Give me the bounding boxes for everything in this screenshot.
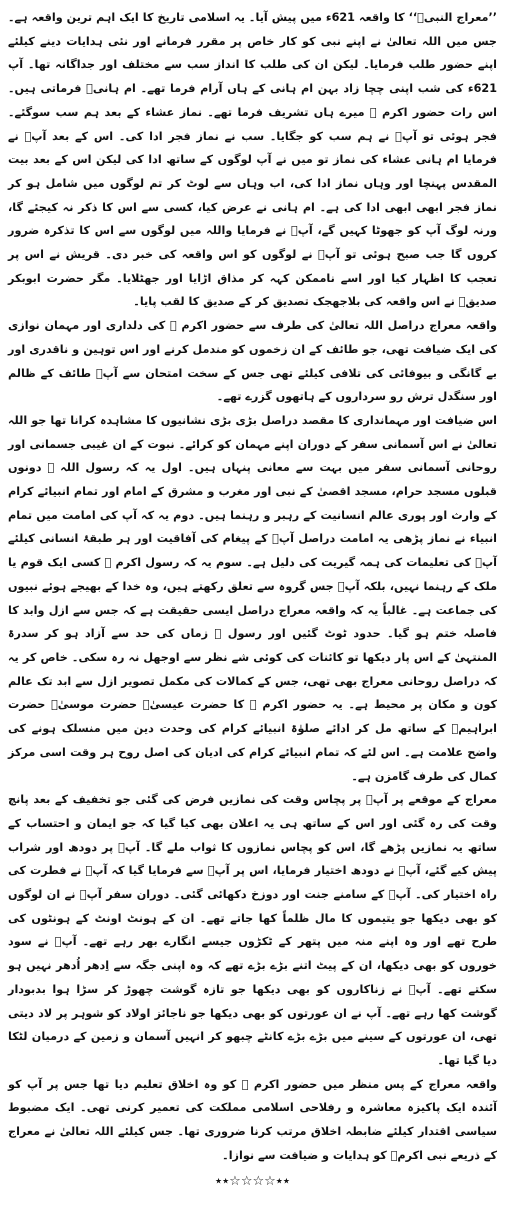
paragraph-3: اس ضیافت اور مہمانداری کا مقصد دراصل بڑی بڑی نشانیوں کا مشاہدہ کرانا تھا جو اللہ تعالیٰ نے اس آسمانی سفر کے دوران اپنے مہمان کو کرائے۔ نبوت کے ان غیبی جسمانی اور روحانی آسمانی سفر میں بہت سے معانی پنہاں ہیں۔ اول یہ کہ رسول اللہ ﷺ دونوں قبلوں مسجد حرام، مسجد اقصیٰ کے نبی اور مغرب و مشرق کے امام اور تمام انبیائے کرام کے وارث اور پوری عالم انسانیت کے رہبر و رہنما ہیں۔ دوم یہ کہ آپ کی امامت میں تمام انبیاء نے نماز پڑھی یہ امامت دراصل آپؐ کے پیغام کی آفاقیت اور ہر طبقۂ انسانی کیلئے آپؐ کی تعلیمات کی ہمہ گیریت کی دلیل ہے۔ سوم یہ کہ رسول اکرم ﷺ کسی ایک قوم یا ملک کے رہنما نہیں، بلکہ آپؐ جس گروہ سے تعلق رکھتے ہیں، وہ خدا کے بھیجے ہوئے نبیوں کی جماعت ہے۔ غالباً یہ کہ واقعہ معراج دراصل ایسی حقیقت ہے کہ جس سے ازل وابد کا فاصلہ ختم ہو گیا۔ حدود ٹوٹ گئیں اور رسول ﷺ زماں کی حد سے آزاد ہو کر سدرۃ المنتہیٰ کے اس پار دیکھا تو کائنات کی کوئی شے نظر سے اوجھل نہ رہ سکی۔ خاص کر یہ کہ دراصل روحانی معراج بھی تھی، جس کے کمالات کی مکمل تصویر ازل سے ابد تک عالم کون و مکان پر محیط ہے۔ یہ حضور اکرم ﷺ کا حضرت عیسیٰؑ حضرت موسیٰؑ حضرت ابراہیمؑ کے ساتھ مل کر ادائے صلوٰۃ انبیائے کرام کی وحدت دین میں منسلک ہونے کی واضح علامت ہے۔ اس لئے کہ تمام انبیائے کرام کی ادیان کی اصل روح ہر وقت اسی مرکز کمال کی طرف گامزن ہے۔: [8, 413, 497, 783]
article-body: [8, 6, 497, 1167]
paragraph-5: واقعہ معراج کے پس منظر میں حضور اکرم ﷺ کو وہ اخلاق تعلیم دیا تھا جس پر آپ کو آئندہ ایک پاکیزہ معاشرہ و رفلاحی اسلامی مملکت کی تعمیر کرنی تھی۔ ایک مضبوط سیاسی اقتدار کیلئے ضابطہ اخلاق مرتب کرنا ضروری تھا۔ جس کیلئے اللہ تعالیٰ نے معراج کے ذریعے نبی اکرمؐ کو ہدایات و ضیافت سے نوازا۔: [8, 1077, 497, 1162]
paragraph-2: واقعہ معراج دراصل اللہ تعالیٰ کی طرف سے حضور اکرم ﷺ کی دلداری اور مہمان نوازی کی ایک ضیافت تھی، جو طائف کے ان زخموں کو مندمل کرنے اور اس توہین و ناقدری اور بے گانگی و بیوفائی کی تلافی کیلئے تھی جس کے سخت امتحان سے آپؐ طائف کے ظالم اور سنگدل ترش رو سرداروں کے ہاتھوں گزرے تھے۔: [8, 319, 497, 404]
end-separator: ٭٭☆☆☆☆٭٭: [215, 1174, 290, 1190]
paragraph-4: معراج کے موقعے پر آپؐ پر پچاس وقت کی نمازیں فرض کی گئی جو تخفیف کے بعد پانچ وقت کی رہ گئی اور اس کے ساتھ ہی یہ اعلان بھی کیا گیا کہ جو ایمان و احتساب کے ساتھ یہ نمازیں پڑھے گا، اس کو پچاس نمازوں کا ثواب ملے گا۔ آپؐ پر دودھ اور شراب پیش کیے گئے، آپؐ نے دودھ اختیار فرمایا، اس پر آپؐ سے فرمایا گیا کہ آپؐ نے فطرت کی راہ اختیار کی۔ آپؐ کے سامنے جنت اور دوزخ دکھائی گئی۔ دوران سفر آپؐ نے ان لوگوں کو بھی دیکھا جو یتیموں کا مال ظلماً کھا جاتے تھے۔ ان کے ہونٹ اونٹ کے ہونٹوں کی طرح تھے اور وہ اپنے منہ میں پتھر کے ٹکڑوں جیسے انگارے بھر رہے تھے۔ آپؐ نے سود خوروں کو بھی دیکھا، ان کے پیٹ اتنے بڑے بڑے تھے کہ وہ اپنی جگہ سے اِدھر اُدھر نہیں ہو سکتے تھے۔ آپؐ نے زناکاروں کو بھی دیکھا جو تازہ گوشت چھوڑ کر سڑا ہوا بدبودار گوشت کھا رہے تھے۔ آپ نے ان عورتوں کو بھی دیکھا جو ناجائز اولاد کو شوہر پر لاد دیتی تھی، ان عورتوں کے سینے میں بڑے بڑے کانٹے چبھو کر انہیں آسمان و زمین کے درمیان لٹکا دیا گیا تھا۔: [8, 793, 497, 1067]
paragraph-1: ’’معراج النبیؐ‘‘ کا واقعہ 621ء میں پیش آیا۔ یہ اسلامی تاریخ کا ایک اہم ترین واقعہ ہے۔ جس میں اللہ تعالیٰ نے اپنے نبی کو کار خاص پر مقرر فرمانے اور نئی ہدایات دینے کیلئے اپنے حضور طلب فرمایا۔ لیکن ان کی طلب کا انداز سب سے مختلف اور جداگانہ تھا۔ آپ 621ء کی شب اپنی چچا زاد بہن ام ہانی کے ہاں آرام فرما تھے۔ ام ہانیؓ فرماتی ہیں۔ اس رات حضور اکرم ﷺ میرے ہاں تشریف فرما تھے۔ نماز عشاء کے بعد ہم سب سوگئے۔ فجر ہوئی تو آپؐ نے ہم سب کو جگایا۔ سب نے نماز فجر ادا کی۔ اس کے بعد آپؐ نے فرمایا ام ہانی عشاء کی نماز تو میں نے آپ لوگوں کے ساتھ ادا کی لیکن اس کے بعد بیت المقدس پہنچا اور وہاں نماز ادا کی، اب وہاں سے لوٹ کر تم لوگوں میں شامل ہو کر نماز فجر ابھی ابھی ادا کی ہے۔ ام ہانی نے عرض کیا، کسی سے اس کا ذکر نہ کیجئے گا، ورنہ لوگ آپ کو جھوٹا کہیں گے، آپؐ نے فرمایا واللہ میں لوگوں سے اس کا تذکرہ ضرور کروں گا جب صبح ہوئی تو آپؐ نے لوگوں کو اس واقعہ کی خبر دی۔ قریش نے اس پر تعجب کا اظہار کیا اور اسے ناممکن کہہ کر مذاق اڑایا اور جھٹلایا۔ مگر حضرت ابوبکر صدیقؓ نے اس واقعہ کی بلاجھجک تصدیق کر کے صدیق کا لقب پایا۔: [8, 11, 497, 309]
